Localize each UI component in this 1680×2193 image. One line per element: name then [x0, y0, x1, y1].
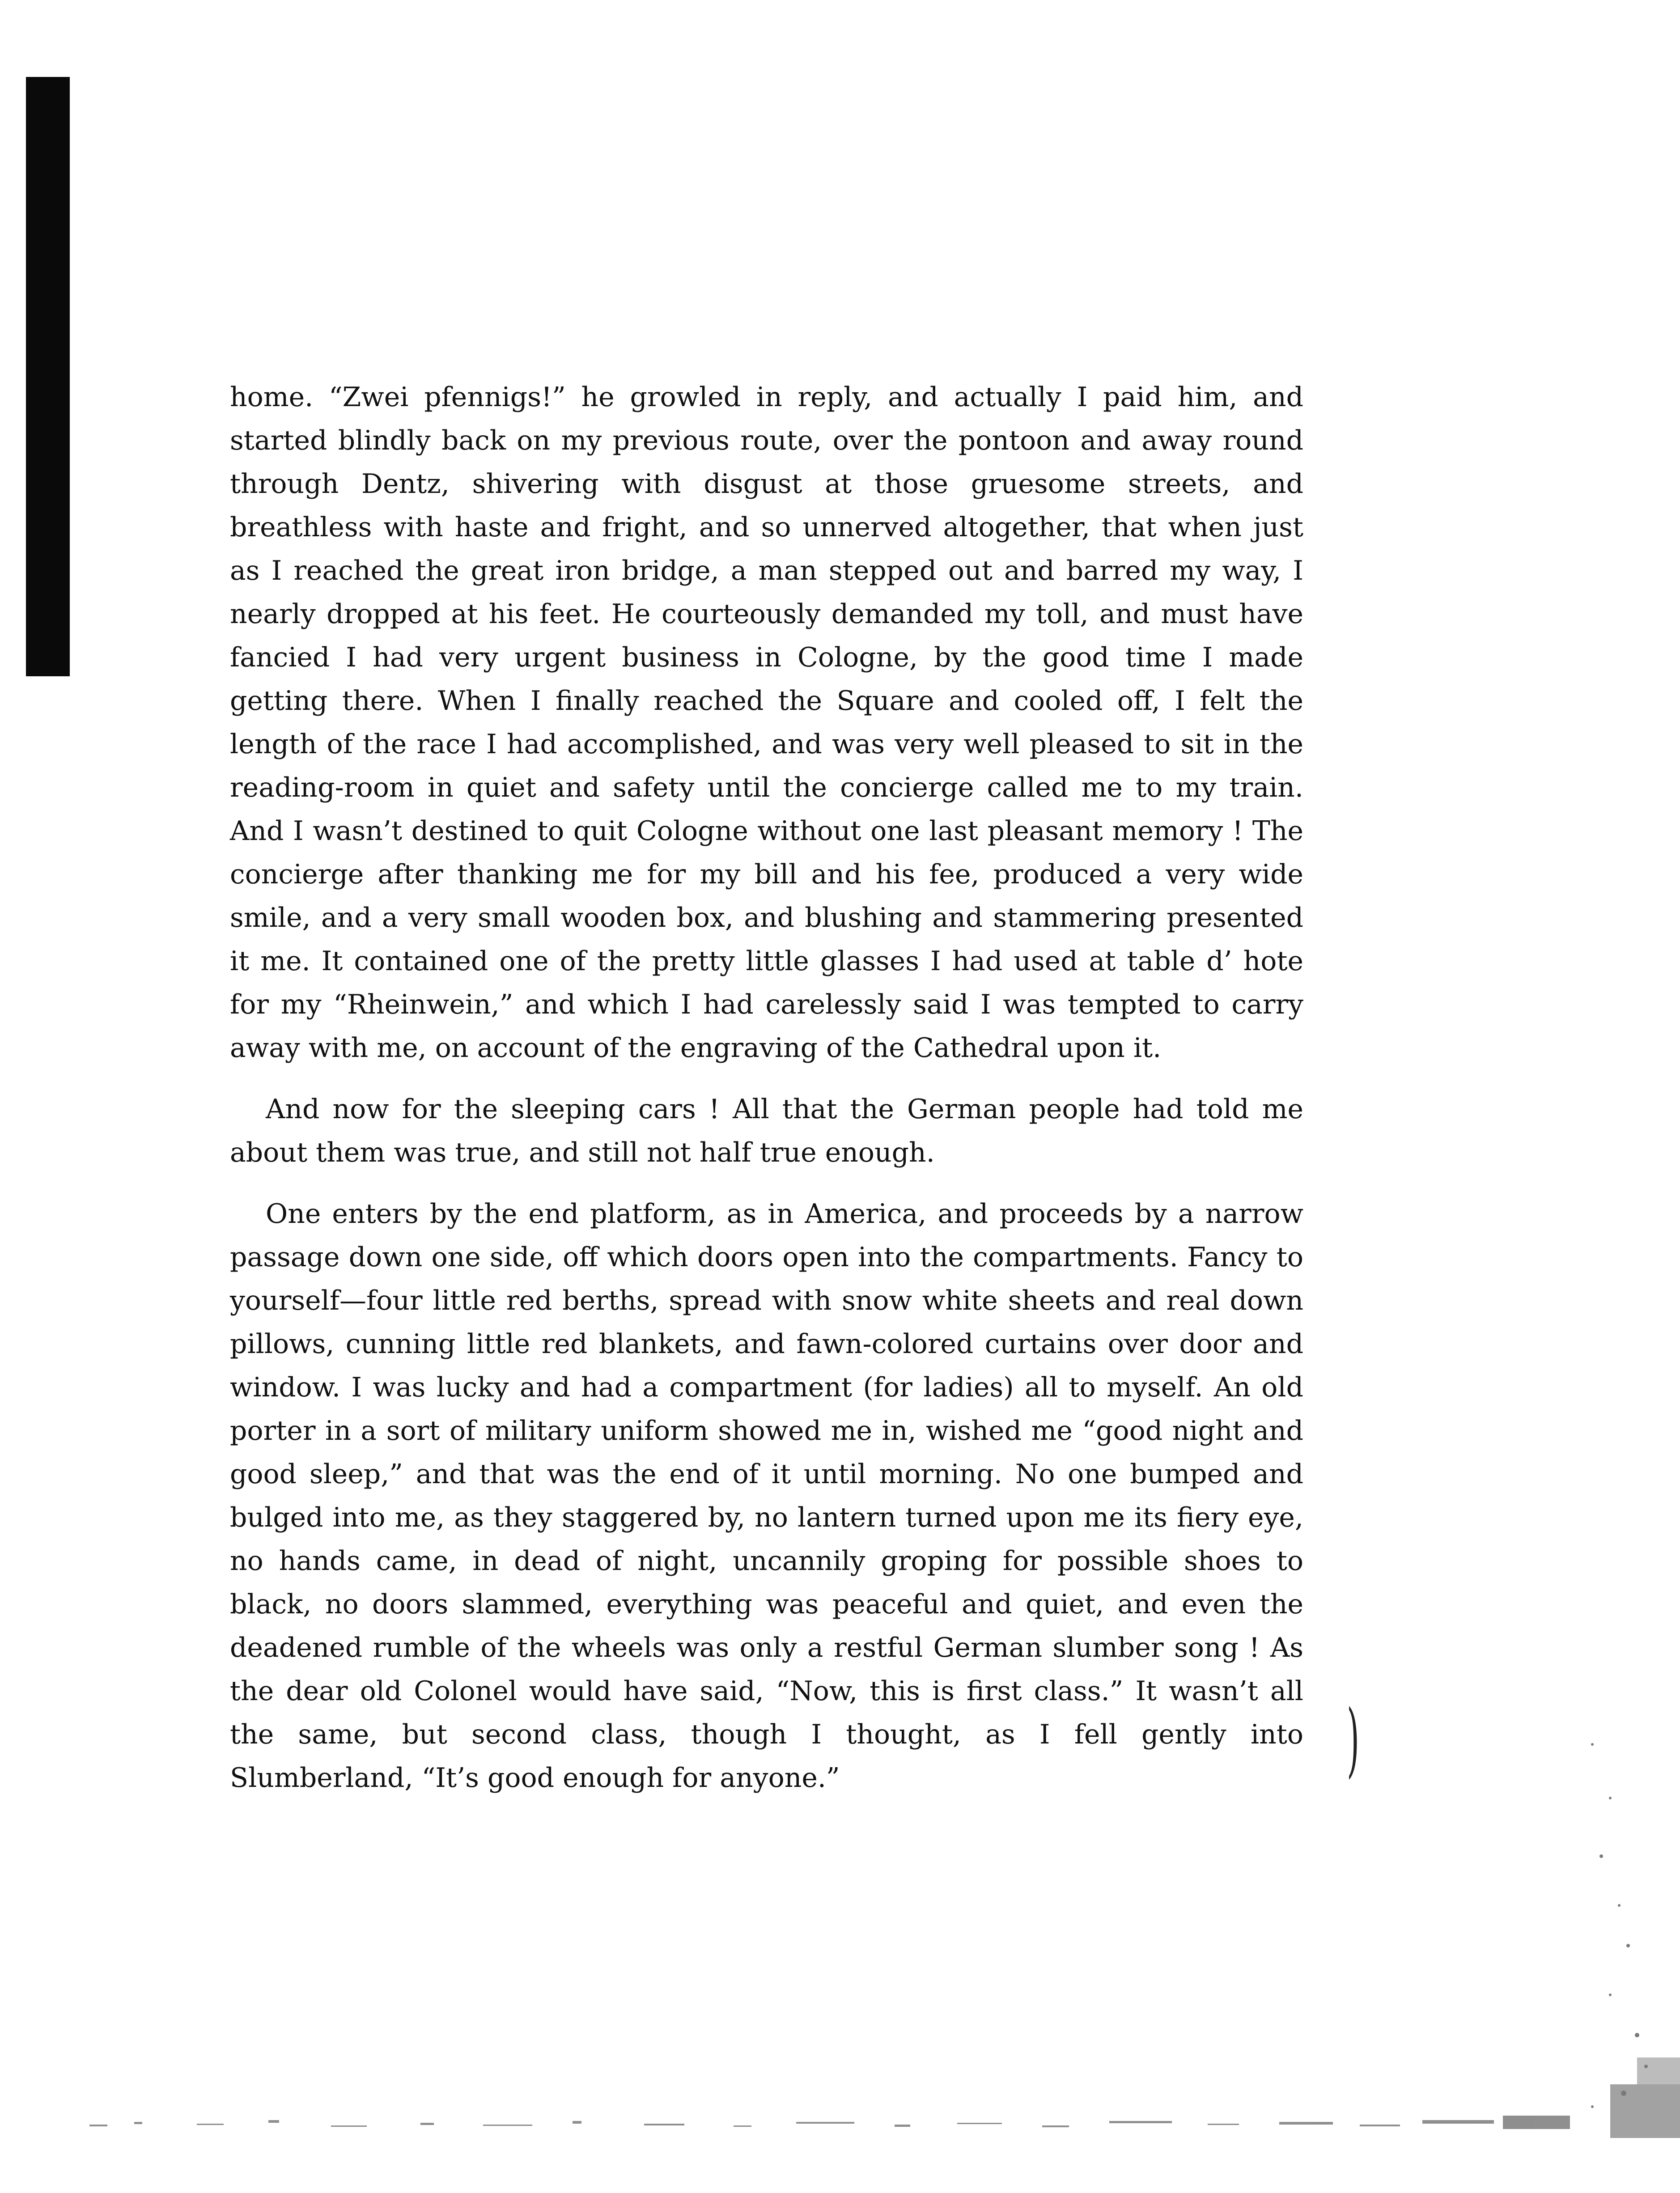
binding-shadow: [26, 77, 70, 676]
paragraph-3: One enters by the end platform, as in America, and proceeds by a narrow passage down one side, off which doors open into the compartments. Fancy to yourself—four little red berths, spread with snow white sheets and real down pillows, cunning little red blankets, and fawn-colored curtains over door and window. I was lucky and had a compartment (for ladies) all to myself. An old porter in a sort of military uniform showed me in, wished me “good night and good sleep,” and that was the end of it until morning. No one bumped and bulged into me, as they staggered by, no lantern turned upon me its fiery eye, no hands came, in dead of night, uncannily groping for possible shoes to black, no doors slammed, everything was peaceful and quiet, and even the deadened rumble of the wheels was only a restful German slumber song ! As the dear old Colonel would have said, “Now, this is first class.” It wasn’t all the same, but second class, though I thought, as I fell gently into Slumberland, “It’s good enough for anyone.”: [230, 1198, 1303, 1794]
paragraph-1: home. “Zwei pfennigs!” he growled in reply, and actually I paid him, and started blindly back on my previous route, over the pontoon and away round through Dentz, shivering with disgust at those gruesome streets, and breathless with haste and fright, and so unnerved altogether, that when just as I reached the great iron bridge, a man stepped out and barred my way, I nearly dropped at his feet. He courteously demanded my toll, and must have fancied I had very urgent business in Cologne, by the good time I made getting there. When I finally reached the Square and cooled off, I felt the length of the race I had accomplished, and was very well pleased to sit in the reading-room in quiet and safety until the concierge called me to my train. And I wasn’t destined to quit Cologne without one last pleasant memory ! The concierge after thanking me for my bill and his fee, produced a very wide smile, and a very small wooden box, and blushing and stammering presented it me. It contained one of the pretty little glasses I had used at table d’ hote for my “Rheinwein,” and which I had carelessly said I was tempted to carry away with me, on account of the engraving of the Cathedral upon it.: [230, 382, 1303, 1064]
body-text: [230, 376, 1303, 1818]
scan-noise-corner: [1476, 1655, 1680, 2192]
paragraph-2: And now for the sleeping cars ! All that the German people had told me about them was true, and still not half true enough.: [230, 1094, 1303, 1168]
stray-mark: ): [1347, 1693, 1360, 1786]
scan-noise-bottom: [81, 2102, 1574, 2142]
